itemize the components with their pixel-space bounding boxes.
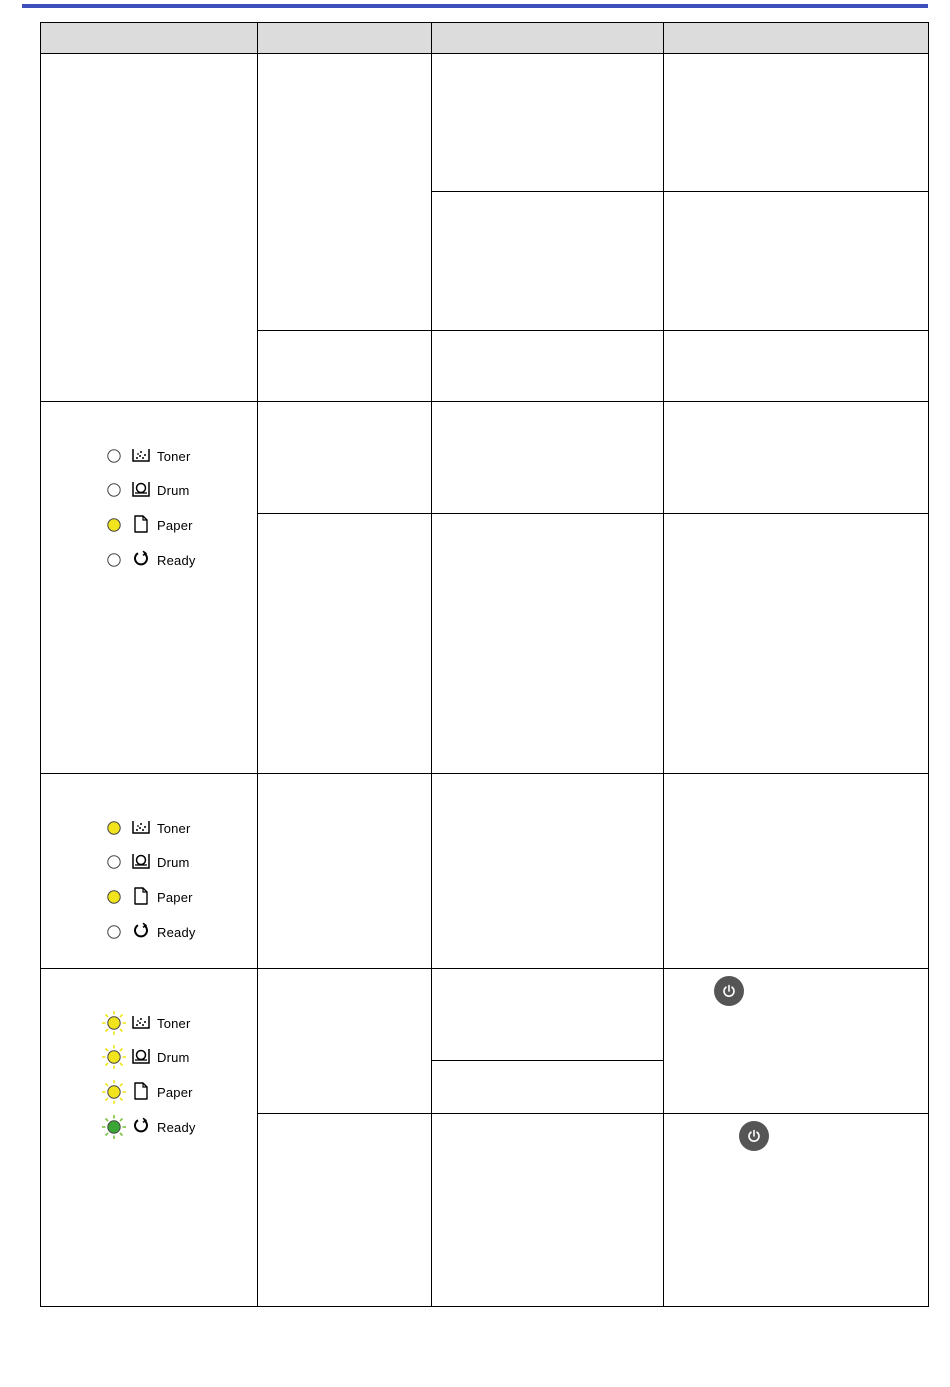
status-cell: [258, 54, 432, 331]
cause-cell: [432, 514, 664, 774]
led-cell: [41, 54, 258, 402]
led-row-ready: [101, 1110, 257, 1144]
action-cell: [664, 969, 929, 1114]
paper-icon: [131, 1082, 153, 1102]
action-cell: [664, 514, 929, 774]
led-indicator-icon: [101, 919, 127, 945]
led-label: Toner: [157, 1015, 191, 1031]
led-row-ready: [101, 543, 257, 577]
led-row-drum: [101, 473, 257, 507]
status-cell: [258, 774, 432, 969]
led-indicator-icon: [101, 1114, 127, 1140]
power-button-icon: [714, 976, 744, 1006]
led-row-ready: [101, 915, 257, 949]
action-cell: [664, 774, 929, 969]
status-cell: [258, 331, 432, 402]
led-row-toner: [101, 811, 257, 845]
drum-icon: [131, 480, 153, 500]
ready-icon: [131, 550, 153, 570]
toner-icon: [131, 446, 153, 466]
table-row: [41, 54, 929, 192]
led-indicator-icon: [101, 1079, 127, 1105]
led-row-drum: [101, 1040, 257, 1074]
led-label: Paper: [157, 517, 193, 533]
drum-icon: [131, 852, 153, 872]
paper-icon: [131, 515, 153, 535]
header-cell-status: [258, 23, 432, 54]
led-indicator-icon: [101, 477, 127, 503]
led-panel: [101, 1006, 257, 1144]
led-indicator-icon: [101, 512, 127, 538]
led-label: Ready: [157, 552, 196, 568]
led-label: Drum: [157, 854, 190, 870]
drum-icon: [131, 1047, 153, 1067]
header-cell-led: [41, 23, 258, 54]
action-cell: [664, 192, 929, 331]
cause-cell: [432, 1061, 664, 1114]
led-cell: [41, 402, 258, 774]
cause-cell: [432, 774, 664, 969]
led-label: Paper: [157, 889, 193, 905]
action-cell: [664, 54, 929, 192]
led-panel: [101, 439, 257, 577]
led-indicator-icon: [101, 884, 127, 910]
led-indicator-icon: [101, 849, 127, 875]
ready-icon: [131, 1117, 153, 1137]
table-row: [41, 774, 929, 969]
top-accent-bar: [22, 4, 928, 8]
led-indication-table: [40, 22, 929, 1307]
ready-icon: [131, 922, 153, 942]
led-indicator-icon: [101, 443, 127, 469]
status-cell: [258, 514, 432, 774]
led-indicator-icon: [101, 547, 127, 573]
status-cell: [258, 402, 432, 514]
cause-cell: [432, 969, 664, 1061]
table-header-row: [41, 23, 929, 54]
led-row-toner: [101, 1006, 257, 1040]
led-indicator-icon: [101, 1010, 127, 1036]
led-label: Paper: [157, 1084, 193, 1100]
led-label: Drum: [157, 482, 190, 498]
status-cell: [258, 1114, 432, 1307]
led-label: Toner: [157, 820, 191, 836]
action-cell: [664, 331, 929, 402]
table-row: [41, 402, 929, 514]
led-cell: [41, 774, 258, 969]
status-cell: [258, 969, 432, 1114]
led-cell: [41, 969, 258, 1307]
led-label: Ready: [157, 1119, 196, 1135]
power-button-icon: [739, 1121, 769, 1151]
led-row-paper: [101, 507, 257, 543]
toner-icon: [131, 1013, 153, 1033]
cause-cell: [432, 402, 664, 514]
paper-icon: [131, 887, 153, 907]
cause-cell: [432, 331, 664, 402]
led-indicator-icon: [101, 1044, 127, 1070]
led-label: Ready: [157, 924, 196, 940]
cause-cell: [432, 1114, 664, 1307]
action-cell: [664, 1114, 929, 1307]
cause-cell: [432, 54, 664, 192]
led-label: Toner: [157, 448, 191, 464]
header-cell-action: [664, 23, 929, 54]
led-row-toner: [101, 439, 257, 473]
toner-icon: [131, 818, 153, 838]
table-row: [41, 969, 929, 1061]
action-cell: [664, 402, 929, 514]
led-row-drum: [101, 845, 257, 879]
led-panel: [101, 811, 257, 949]
led-indicator-icon: [101, 815, 127, 841]
led-label: Drum: [157, 1049, 190, 1065]
header-cell-cause: [432, 23, 664, 54]
cause-cell: [432, 192, 664, 331]
led-row-paper: [101, 1074, 257, 1110]
led-row-paper: [101, 879, 257, 915]
